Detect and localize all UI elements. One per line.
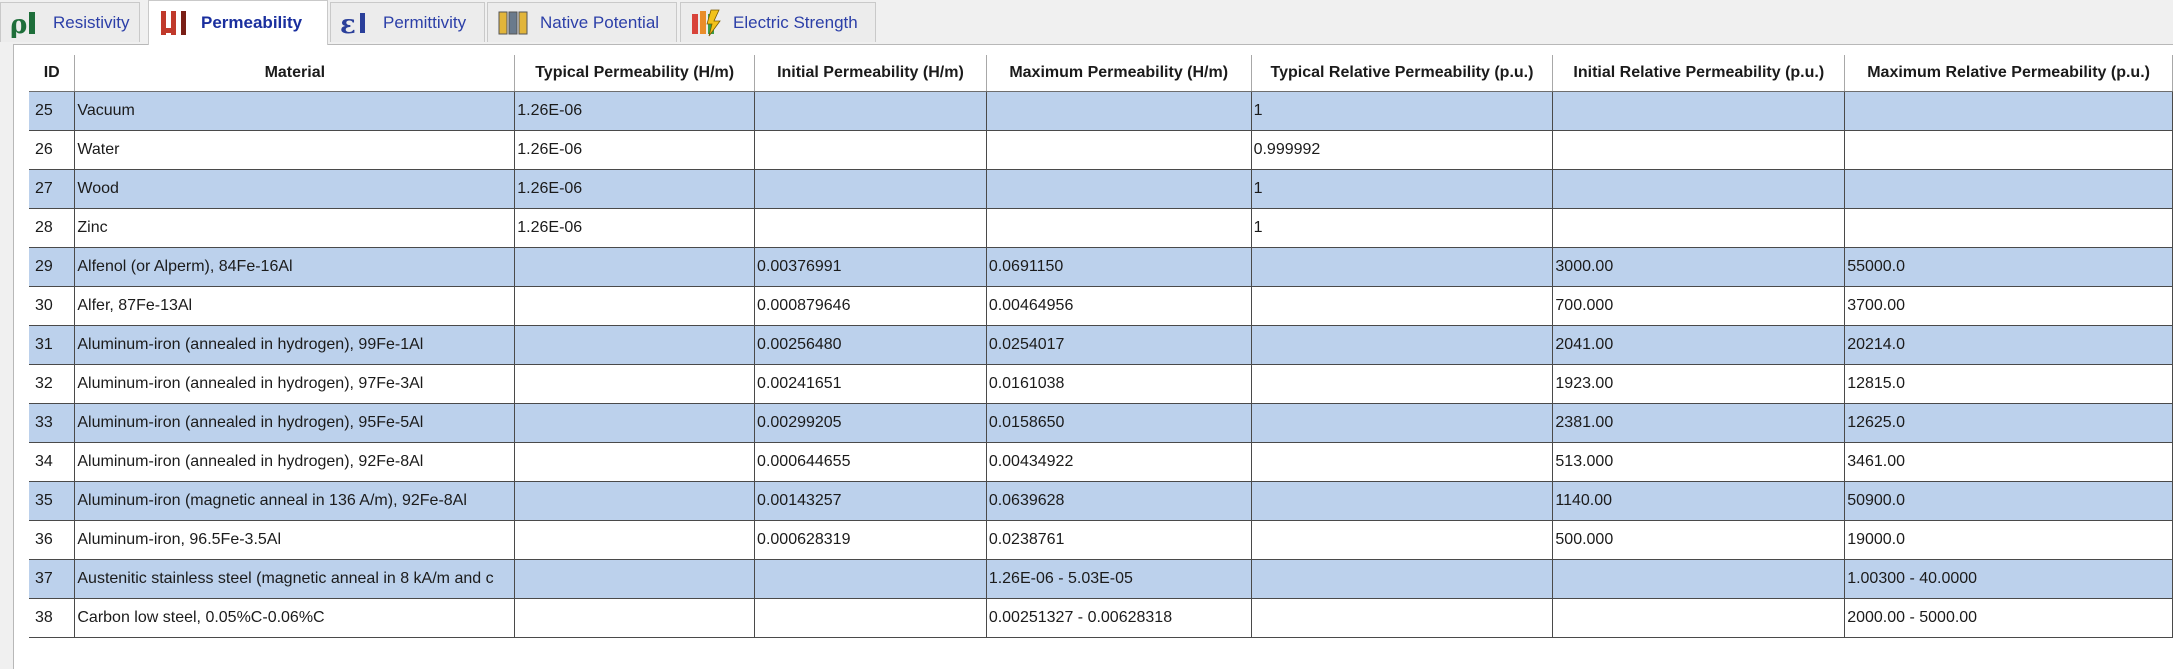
table-cell[interactable]: [515, 404, 755, 443]
table-cell[interactable]: 0.0158650: [986, 404, 1251, 443]
table-row[interactable]: [29, 131, 2173, 170]
table-cell[interactable]: [1251, 482, 1553, 521]
table-cell[interactable]: [1553, 599, 1845, 638]
table-cell[interactable]: 34: [29, 443, 75, 482]
table-cell[interactable]: Carbon low steel, 0.05%C-0.06%C: [75, 599, 515, 638]
table-cell[interactable]: 33: [29, 404, 75, 443]
table-cell[interactable]: Alfer, 87Fe-13Al: [75, 287, 515, 326]
table-cell[interactable]: [1251, 248, 1553, 287]
table-row[interactable]: [29, 560, 2173, 599]
battery-icon: [496, 8, 530, 38]
column-header[interactable]: Maximum Relative Permeability (p.u.): [1845, 55, 2173, 92]
table-cell[interactable]: 35: [29, 482, 75, 521]
table-cell[interactable]: 513.000: [1553, 443, 1845, 482]
table-cell[interactable]: [1553, 209, 1845, 248]
table-cell[interactable]: [515, 365, 755, 404]
table-cell[interactable]: [1251, 404, 1553, 443]
table-cell[interactable]: 1.26E-06: [515, 92, 755, 131]
svg-text:ρ: ρ: [10, 9, 28, 38]
table-cell[interactable]: 29: [29, 248, 75, 287]
table-cell[interactable]: 19000.0: [1845, 521, 2173, 560]
table-cell[interactable]: [986, 131, 1251, 170]
table-cell[interactable]: [755, 92, 987, 131]
column-header[interactable]: Initial Permeability (H/m): [755, 55, 987, 92]
permittivity-icon: [339, 8, 373, 38]
table-cell[interactable]: 26: [29, 131, 75, 170]
table-cell[interactable]: [1553, 560, 1845, 599]
table-row[interactable]: [29, 287, 2173, 326]
table-cell[interactable]: 2041.00: [1553, 326, 1845, 365]
table-cell[interactable]: 0.000644655: [755, 443, 987, 482]
table-row[interactable]: [29, 209, 2173, 248]
table-cell[interactable]: Aluminum-iron (annealed in hydrogen), 92Fe-8Al: [75, 443, 515, 482]
table-cell[interactable]: 12815.0: [1845, 365, 2173, 404]
tab-label: Native Potential: [540, 12, 660, 32]
table-cell[interactable]: [515, 482, 755, 521]
tab-permeability[interactable]: [148, 0, 328, 45]
table-cell[interactable]: [755, 599, 987, 638]
table-cell[interactable]: 25: [29, 92, 75, 131]
table-cell[interactable]: 0.00143257: [755, 482, 987, 521]
table-cell[interactable]: [1251, 365, 1553, 404]
table-row[interactable]: [29, 170, 2173, 209]
table-cell[interactable]: 0.000879646: [755, 287, 987, 326]
table-cell[interactable]: 0.0254017: [986, 326, 1251, 365]
table-cell[interactable]: [1251, 599, 1553, 638]
table-cell[interactable]: 28: [29, 209, 75, 248]
table-cell[interactable]: 700.000: [1553, 287, 1845, 326]
table-row[interactable]: [29, 521, 2173, 560]
table-cell[interactable]: [1553, 170, 1845, 209]
table-cell[interactable]: 0.000628319: [755, 521, 987, 560]
table-cell[interactable]: 1.26E-06 - 5.03E-05: [986, 560, 1251, 599]
table-cell[interactable]: [986, 209, 1251, 248]
tab-label: Resistivity: [53, 12, 130, 32]
table-cell[interactable]: 1.26E-06: [515, 170, 755, 209]
table-cell[interactable]: 20214.0: [1845, 326, 2173, 365]
table-cell[interactable]: 0.00299205: [755, 404, 987, 443]
table-cell[interactable]: 0.00241651: [755, 365, 987, 404]
table-cell[interactable]: 1: [1251, 170, 1553, 209]
table-cell[interactable]: [1845, 92, 2173, 131]
svg-text:ε: ε: [340, 9, 356, 38]
table-cell[interactable]: [755, 560, 987, 599]
table-cell[interactable]: [515, 521, 755, 560]
table-cell[interactable]: 32: [29, 365, 75, 404]
table-cell[interactable]: 0.00464956: [986, 287, 1251, 326]
table-cell[interactable]: [515, 287, 755, 326]
table-cell[interactable]: 12625.0: [1845, 404, 2173, 443]
table-cell[interactable]: [1251, 326, 1553, 365]
table-cell[interactable]: 0.0238761: [986, 521, 1251, 560]
tab-label: Electric Strength: [733, 12, 858, 32]
table-cell[interactable]: [755, 170, 987, 209]
table-cell[interactable]: 3700.00: [1845, 287, 2173, 326]
table-cell[interactable]: 1: [1251, 209, 1553, 248]
table-cell[interactable]: 27: [29, 170, 75, 209]
table-cell[interactable]: [1553, 131, 1845, 170]
table-cell[interactable]: [1845, 209, 2173, 248]
table-cell[interactable]: [986, 170, 1251, 209]
table-cell[interactable]: 55000.0: [1845, 248, 2173, 287]
column-header[interactable]: Material: [75, 55, 515, 92]
table-cell[interactable]: Water: [75, 131, 515, 170]
table-cell[interactable]: [515, 599, 755, 638]
table-cell[interactable]: 3000.00: [1553, 248, 1845, 287]
table-cell[interactable]: [1553, 92, 1845, 131]
table-cell[interactable]: 1.00300 - 40.0000: [1845, 560, 2173, 599]
table-cell[interactable]: Zinc: [75, 209, 515, 248]
resistivity-icon: [9, 8, 43, 38]
table-row[interactable]: [29, 248, 2173, 287]
table-cell[interactable]: Aluminum-iron (annealed in hydrogen), 95Fe-5Al: [75, 404, 515, 443]
column-header[interactable]: Initial Relative Permeability (p.u.): [1553, 55, 1845, 92]
table-cell[interactable]: 500.000: [1553, 521, 1845, 560]
table-row[interactable]: [29, 482, 2173, 521]
column-header[interactable]: Typical Permeability (H/m): [515, 55, 755, 92]
table-cell[interactable]: [1251, 560, 1553, 599]
table-cell[interactable]: Aluminum-iron (magnetic anneal in 136 A/m), 92Fe-8Al: [75, 482, 515, 521]
table-cell[interactable]: Aluminum-iron (annealed in hydrogen), 97Fe-3Al: [75, 365, 515, 404]
table-cell[interactable]: [1845, 131, 2173, 170]
tab-content-panel: [13, 44, 2173, 669]
table-cell[interactable]: 1.26E-06: [515, 131, 755, 170]
tab-permittivity[interactable]: [330, 2, 485, 42]
table-row[interactable]: [29, 92, 2173, 131]
table-cell[interactable]: [1845, 170, 2173, 209]
table-cell[interactable]: Austenitic stainless steel (magnetic anneal in 8 kA/m and c: [75, 560, 515, 599]
table-cell[interactable]: 0.999992: [1251, 131, 1553, 170]
table-cell[interactable]: 0.0161038: [986, 365, 1251, 404]
tab-electric-strength[interactable]: [680, 2, 876, 42]
table-cell[interactable]: Alfenol (or Alperm), 84Fe-16Al: [75, 248, 515, 287]
table-row[interactable]: [29, 404, 2173, 443]
table-cell[interactable]: 31: [29, 326, 75, 365]
table-cell[interactable]: 38: [29, 599, 75, 638]
table-cell[interactable]: 50900.0: [1845, 482, 2173, 521]
table-cell[interactable]: 37: [29, 560, 75, 599]
permeability-icon: [157, 8, 191, 38]
table-cell[interactable]: Wood: [75, 170, 515, 209]
table-row[interactable]: [29, 326, 2173, 365]
table-cell[interactable]: 1.26E-06: [515, 209, 755, 248]
permeability-table: [29, 55, 2173, 638]
table-row[interactable]: [29, 443, 2173, 482]
column-header[interactable]: Maximum Permeability (H/m): [986, 55, 1251, 92]
column-header[interactable]: ID: [29, 55, 75, 92]
table-cell[interactable]: 2381.00: [1553, 404, 1845, 443]
table-cell[interactable]: [1251, 443, 1553, 482]
table-cell[interactable]: 0.00251327 - 0.00628318: [986, 599, 1251, 638]
table-cell[interactable]: [515, 326, 755, 365]
table-cell[interactable]: 2000.00 - 5000.00: [1845, 599, 2173, 638]
table-cell[interactable]: 0.0691150: [986, 248, 1251, 287]
table-cell[interactable]: Aluminum-iron, 96.5Fe-3.5Al: [75, 521, 515, 560]
table-row[interactable]: [29, 599, 2173, 638]
tab-native-potential[interactable]: [487, 2, 677, 42]
tab-resistivity[interactable]: [0, 2, 140, 42]
table-cell[interactable]: 36: [29, 521, 75, 560]
column-header[interactable]: Typical Relative Permeability (p.u.): [1251, 55, 1553, 92]
table-cell[interactable]: [986, 92, 1251, 131]
table-cell[interactable]: [515, 248, 755, 287]
table-cell[interactable]: [1251, 521, 1553, 560]
table-cell[interactable]: [515, 560, 755, 599]
tab-label: Permeability: [201, 13, 303, 32]
lightning-icon: [689, 8, 723, 38]
table-cell[interactable]: 0.00376991: [755, 248, 987, 287]
table-cell[interactable]: Aluminum-iron (annealed in hydrogen), 99Fe-1Al: [75, 326, 515, 365]
table-cell[interactable]: 0.00256480: [755, 326, 987, 365]
table-cell[interactable]: 1923.00: [1553, 365, 1845, 404]
table-cell[interactable]: 30: [29, 287, 75, 326]
table-cell[interactable]: [1251, 287, 1553, 326]
table-cell[interactable]: Vacuum: [75, 92, 515, 131]
table-cell[interactable]: [755, 209, 987, 248]
table-cell[interactable]: 0.0639628: [986, 482, 1251, 521]
table-cell[interactable]: 0.00434922: [986, 443, 1251, 482]
table-cell[interactable]: 1: [1251, 92, 1553, 131]
tab-bar: [0, 0, 2173, 44]
table-header-row: [29, 55, 2173, 92]
table-cell[interactable]: [755, 131, 987, 170]
table-cell[interactable]: 1140.00: [1553, 482, 1845, 521]
table-cell[interactable]: [515, 443, 755, 482]
table-row[interactable]: [29, 365, 2173, 404]
table-cell[interactable]: 3461.00: [1845, 443, 2173, 482]
tab-label: Permittivity: [383, 12, 467, 32]
